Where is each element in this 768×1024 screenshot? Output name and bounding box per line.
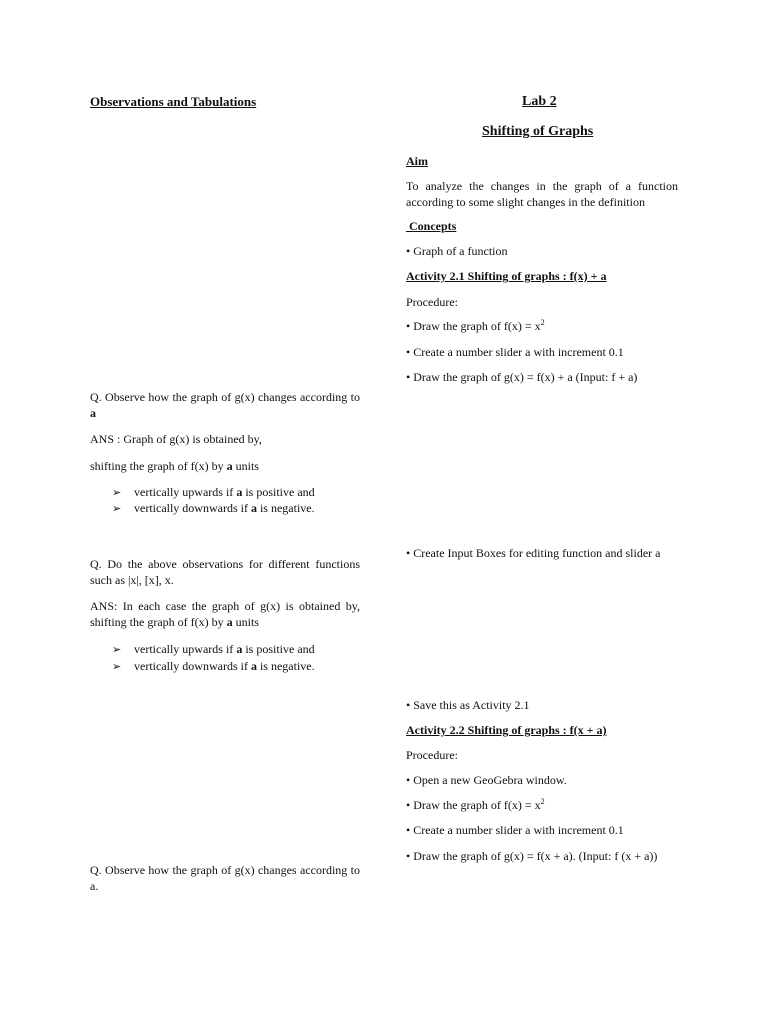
list-1-item-2 — [112, 500, 315, 517]
aim-text: To analyze the changes in the graph of a function according to some slight changes in the definition — [406, 179, 678, 209]
step-text: • Draw the graph of f(x) = x — [406, 319, 541, 333]
step-superscript: 2 — [540, 318, 545, 327]
list-item-text: is negative. — [256, 659, 315, 673]
list-2-item-2 — [112, 658, 315, 675]
left-section-title: Observations and Tabulations — [90, 94, 257, 109]
answer-1-text: shifting the graph of f(x) by — [90, 459, 227, 473]
question-1-text: Q. Observe how the graph of g(x) changes according to — [90, 390, 360, 404]
answer-1-line-1: ANS : Graph of g(x) is obtained by, — [90, 432, 262, 446]
concept-item: • Graph of a function — [406, 244, 508, 258]
question-1-var: a — [90, 406, 96, 420]
aim-heading: Aim — [406, 154, 428, 168]
answer-2 — [90, 598, 360, 630]
arrow-bullet-icon: ➢ — [112, 503, 122, 515]
question-3: Q. Observe how the graph of g(x) changes according to a. — [90, 863, 360, 893]
list-item-text: vertically upwards if — [134, 485, 237, 499]
procedure-2-label: Procedure: — [406, 748, 458, 762]
activity-2-step-2 — [406, 797, 545, 813]
list-2-item-1 — [112, 641, 315, 658]
activity-1-step-4: • Create Input Boxes for editing function and slider a — [406, 546, 661, 560]
lab-title: Lab 2 — [522, 94, 557, 109]
answer-2-suffix: units — [232, 615, 259, 629]
question-2: Q. Do the above observations for different functions such as |x|, [x], x. — [90, 557, 360, 587]
activity-2-step-4: • Draw the graph of g(x) = f(x + a). (Input: f (x + a)) — [406, 849, 658, 863]
arrow-bullet-icon: ➢ — [112, 487, 122, 499]
list-item-var: a — [236, 642, 243, 656]
answer-1-suffix: units — [232, 459, 259, 473]
list-item-text: vertically downwards if — [134, 501, 251, 515]
lab-subtitle: Shifting of Graphs — [482, 124, 594, 139]
list-item-text: vertically downwards if — [134, 659, 251, 673]
activity-1-heading: Activity 2.1 Shifting of graphs : f(x) + a — [406, 269, 607, 283]
activity-2-step-3: • Create a number slider a with increment 0.1 — [406, 823, 624, 837]
concepts-heading: Concepts — [406, 219, 457, 233]
activity-1-step-2: • Create a number slider a with increment 0.1 — [406, 345, 624, 359]
answer-2-text: ANS: In each case the graph of g(x) is obtained by, shifting the graph of f(x) by — [90, 599, 360, 629]
activity-2-heading: Activity 2.2 Shifting of graphs : f(x + a) — [406, 723, 607, 737]
list-item-text: is positive and — [242, 642, 315, 656]
list-item-text: vertically upwards if — [134, 642, 237, 656]
activity-1-step-5: • Save this as Activity 2.1 — [406, 698, 530, 712]
activity-1-step-1 — [406, 318, 545, 334]
question-1 — [90, 389, 360, 421]
list-1-item-1 — [112, 484, 315, 501]
step-text: • Draw the graph of f(x) = x — [406, 798, 541, 812]
step-superscript: 2 — [540, 797, 545, 806]
arrow-bullet-icon: ➢ — [112, 661, 122, 673]
procedure-1-label: Procedure: — [406, 295, 458, 309]
list-item-text: is negative. — [256, 501, 315, 515]
list-item-var: a — [250, 659, 257, 673]
list-item-var: a — [236, 485, 243, 499]
list-item-text: is positive and — [242, 485, 315, 499]
answer-2-var: a — [226, 615, 233, 629]
answer-1-line-2 — [90, 458, 259, 474]
answer-1-var: a — [226, 459, 233, 473]
activity-2-step-1: • Open a new GeoGebra window. — [406, 773, 567, 787]
arrow-bullet-icon: ➢ — [112, 644, 122, 656]
activity-1-step-3: • Draw the graph of g(x) = f(x) + a (Input: f + a) — [406, 370, 638, 384]
list-item-var: a — [250, 501, 257, 515]
